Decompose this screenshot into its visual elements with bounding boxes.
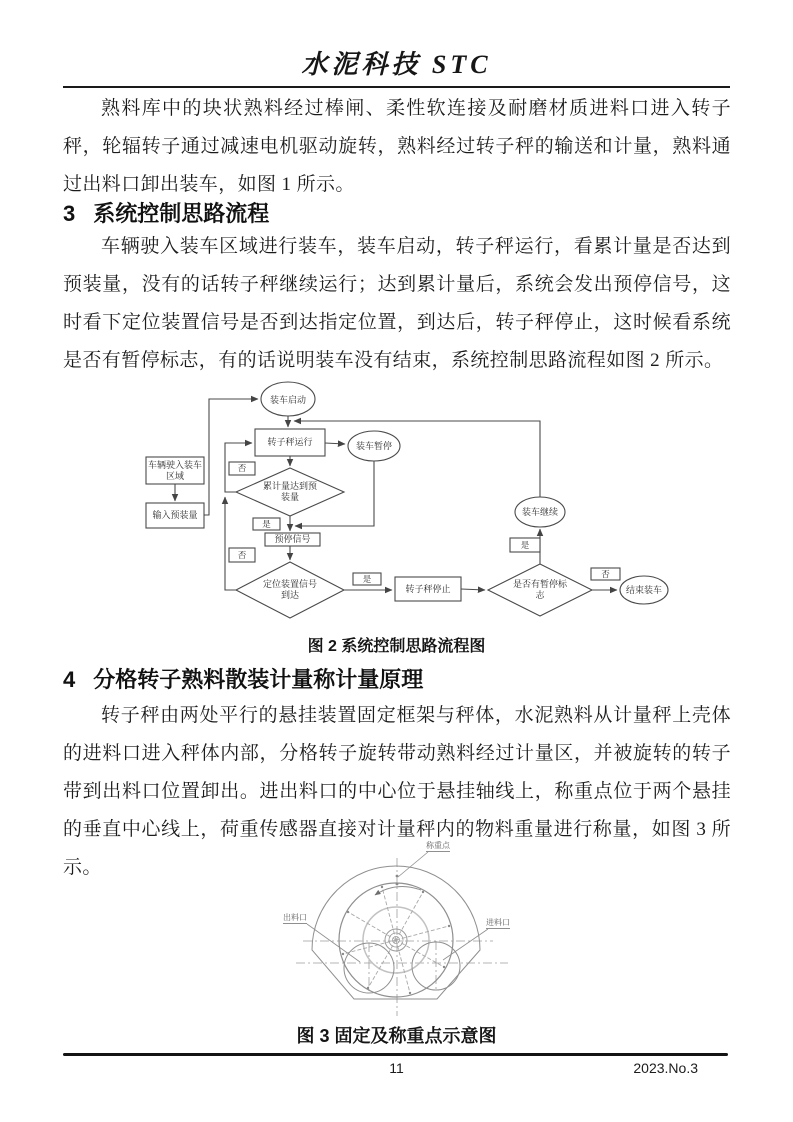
section-3-title: 系统控制思路流程 (93, 201, 270, 226)
issue-number: 2023.No.3 (633, 1060, 698, 1076)
flow-node-scale-run: 转子秤运行 (267, 437, 313, 447)
page-number: 11 (389, 1060, 404, 1076)
flow-label-yes-1: 是 (262, 518, 271, 529)
flow-label-no-3: 否 (601, 568, 610, 579)
paragraph-1: 熟料库中的块状熟料经过棒闸、柔性软连接及耐磨材质进料口进入转子秤，轮辐转子通过减速电机驱动旋转，熟料经过转子秤的输送和计量，熟料通过出料口卸出装车，如图 1 所示。 (63, 98, 731, 195)
flow-label-no-1: 否 (237, 463, 247, 473)
flow-node-check-position: 定位装置信号到达 (262, 579, 317, 600)
flow-label-yes-2: 是 (362, 573, 372, 584)
flow-node-scale-stop: 转子秤停止 (405, 583, 451, 594)
journal-header-title: 水泥科技 STC (301, 50, 492, 79)
flow-node-load-pause: 装车暂停 (355, 441, 392, 451)
scale-housing-outline (312, 866, 480, 999)
label-weighing-point: 称重点 (426, 841, 450, 850)
flow-label-no-2: 否 (237, 549, 247, 560)
flow-node-vehicle-enter: 车辆驶入装车区域 (147, 459, 202, 481)
flowchart-figure (118, 380, 678, 636)
section-4-heading (63, 663, 423, 694)
figure3-drawing (283, 840, 518, 1025)
flow-node-check-total: 累计量达到预装量 (262, 481, 317, 502)
label-outlet: 出料口 (283, 913, 307, 922)
flow-node-load-start: 装车启动 (269, 394, 306, 405)
paragraph-2: 车辆驶入装车区域进行装车，装车启动，转子秤运行，看累计量是否达到预装量，没有的话转子秤继续运行；达到累计量后，系统会发出预停信号，这时看下定位装置信号是否到达指定位置，到达后，转子秤停止，这时候看系统是否有暂停标志，有的话说明装车没有结束，系统控制思路流程如图 2 所示。 (63, 236, 731, 371)
rotor-spokes (343, 887, 449, 993)
header-rule (63, 86, 730, 88)
section-3-heading (63, 197, 269, 228)
flow-node-check-pause-flag: 是否有暂停标志 (512, 579, 567, 600)
flow-node-load-continue: 装车继续 (521, 506, 558, 517)
paragraph-3: 转子秤由两处平行的悬挂装置固定框架与秤体，水泥熟料从计量秤上壳体的进料口进入秤体内部，分格转子旋转带动熟料经过计量区，并被旋转的转子带到出料口位置卸出。进出料口的中心位于悬挂轴线上，称重点位于两个悬挂的垂直中心线上，荷重传感器直接对计量秤内的物料重量进行称量，如图 3 所示。 (63, 705, 731, 878)
flow-node-input-preset: 输入预装量 (152, 510, 198, 520)
flow-node-load-end: 结束装车 (625, 585, 662, 595)
figure3-svg (283, 840, 518, 1025)
section-4-title: 分格转子熟料散装计量称计量原理 (93, 667, 424, 692)
flow-label-yes-3: 是 (520, 539, 530, 550)
flow-node-prestop-signal: 预停信号 (274, 534, 311, 544)
figure2-caption: 图 2 系统控制思路流程图 (307, 638, 486, 655)
figure3-caption: 图 3 固定及称重点示意图 (296, 1026, 497, 1046)
section-4-number: 4 (63, 667, 76, 692)
section-3-number: 3 (63, 201, 76, 226)
label-inlet: 进料口 (486, 918, 510, 927)
footer-rule (63, 1053, 728, 1056)
